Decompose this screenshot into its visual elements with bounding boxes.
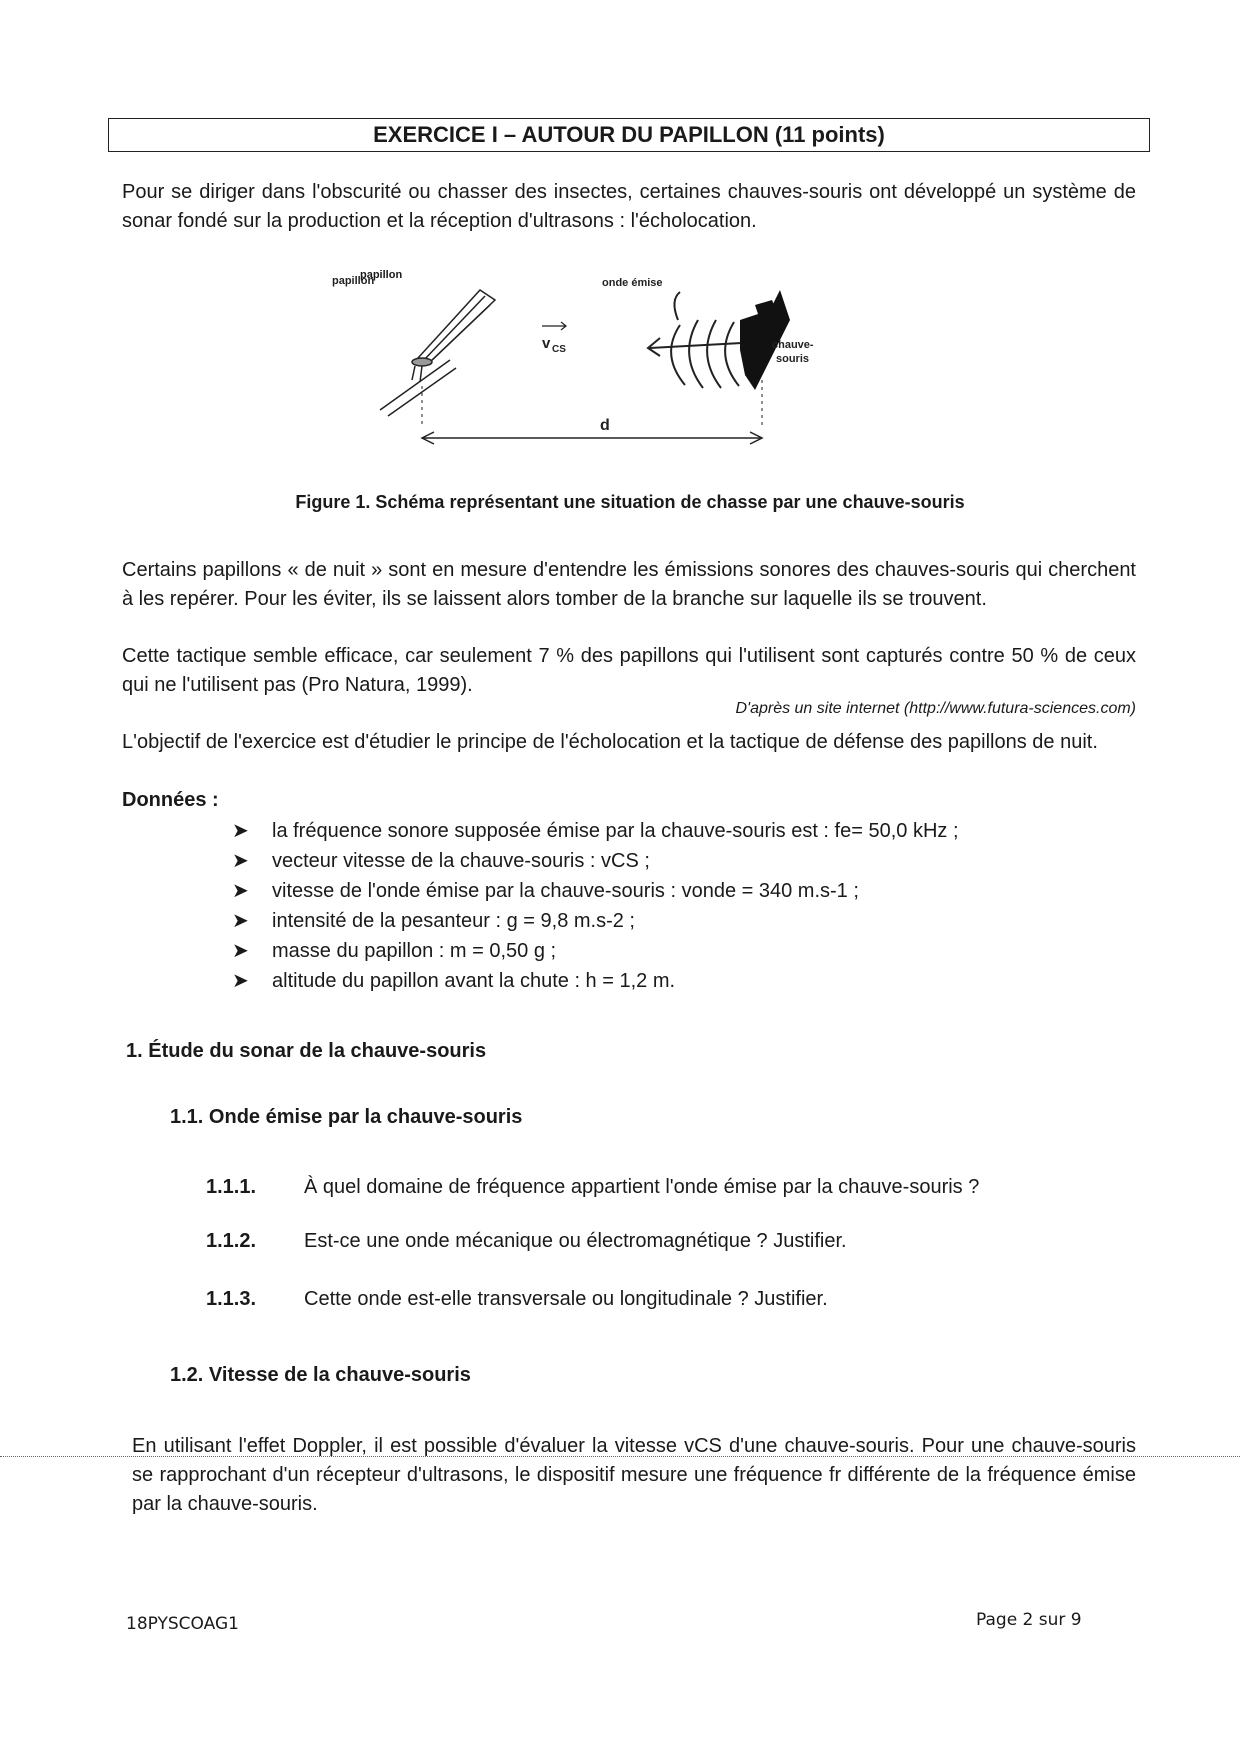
question-1-1-2: 1.1.2. Est-ce une onde mécanique ou électromagnétique ? Justifier.	[206, 1230, 847, 1252]
arrow-bullet-icon: ➤	[232, 940, 249, 962]
arrow-bullet-icon: ➤	[232, 880, 249, 902]
intro-paragraph: Pour se diriger dans l'obscurité ou chasser des insectes, certaines chauves-souris ont développé un système de sonar fondé sur la production et la réception d'ultrasons : l'écholocation.	[122, 181, 1136, 232]
label-distance: d	[600, 417, 610, 434]
donnee-item: ➤ vecteur vitesse de la chauve-souris : vCS ;	[232, 846, 1132, 876]
arrow-bullet-icon: ➤	[232, 850, 249, 872]
exercise-title: EXERCICE I – AUTOUR DU PAPILLON (11 points)	[108, 118, 1150, 152]
paragraph-tactique: Cette tactique semble efficace, car seulement 7 % des papillons qui l'utilisent sont capturés contre 50 % de ceux qui ne l'utilisent pas (Pro Natura, 1999).	[122, 645, 1136, 696]
arrow-bullet-icon: ➤	[232, 970, 249, 992]
velocity-vector	[542, 322, 566, 330]
label-souris: souris	[776, 353, 810, 365]
section-1-2-heading: 1.2. Vitesse de la chauve-souris	[170, 1364, 471, 1386]
source-citation: D'après un site internet (http://www.futura-sciences.com)	[735, 700, 1136, 717]
donnees-heading: Données :	[122, 789, 219, 811]
figure-caption: Figure 1. Schéma représentant une situation de chasse par une chauve-souris	[295, 492, 965, 512]
paragraph-doppler: En utilisant l'effet Doppler, il est possible d'évaluer la vitesse vCS d'une chauve-souris. Pour une chauve-souris se rapprochant d'un récepteur d'ultrasons, le dispositif mesure une fréquence fr différente de la fréquence émise par la chauve-souris.	[132, 1435, 1136, 1515]
section-1-1-heading: 1.1. Onde émise par la chauve-souris	[170, 1106, 523, 1128]
donnee-item: ➤ la fréquence sonore supposée émise par la chauve-souris est : fe= 50,0 kHz ;	[232, 816, 1132, 846]
label-papillon: papillon	[332, 275, 375, 287]
arrow-bullet-icon: ➤	[232, 910, 249, 932]
papillon-label-box	[360, 265, 440, 285]
hunting-schematic	[332, 275, 860, 460]
question-1-1-1: 1.1.1. À quel domaine de fréquence appartient l'onde émise par la chauve-souris ?	[206, 1176, 980, 1198]
donnee-item: ➤ intensité de la pesanteur : g = 9,8 m.s-2 ;	[232, 906, 1132, 936]
donnee-item: ➤ masse du papillon : m = 0,50 g ;	[232, 936, 1132, 966]
donnee-item: ➤ vitesse de l'onde émise par la chauve-souris : vonde = 340 m.s-1 ;	[232, 876, 1132, 906]
papillon-label: papillon	[360, 269, 403, 281]
label-vcs: v	[542, 335, 551, 352]
distance-arrow	[422, 432, 762, 444]
label-chauve: chauve-	[772, 339, 814, 351]
donnees-list	[232, 816, 1132, 996]
donnee-item: ➤ altitude du papillon avant la chute : h = 1,2 m.	[232, 966, 1132, 996]
footer-page-number: Page 2 sur 9	[976, 1610, 1082, 1630]
arrow-bullet-icon: ➤	[232, 820, 249, 842]
label-vcs-sub: CS	[552, 344, 566, 355]
paragraph-objective: L'objectif de l'exercice est d'étudier le principe de l'écholocation et la tactique de défense des papillons de nuit.	[122, 731, 1098, 753]
butterfly-icon	[380, 290, 495, 416]
question-1-1-3: 1.1.3. Cette onde est-elle transversale ou longitudinale ? Justifier.	[206, 1288, 828, 1310]
section-1-heading: 1. Étude du sonar de la chauve-souris	[126, 1040, 487, 1062]
label-onde-emise: onde émise	[602, 277, 663, 289]
paragraph-papillons: Certains papillons « de nuit » sont en mesure d'entendre les émissions sonores des chauves-souris qui cherchent à les repérer. Pour les éviter, ils se laissent alors tomber de la branche sur laquelle ils se trouvent.	[122, 559, 1136, 610]
footer-code: 18PYSCOAG1	[126, 1614, 239, 1634]
